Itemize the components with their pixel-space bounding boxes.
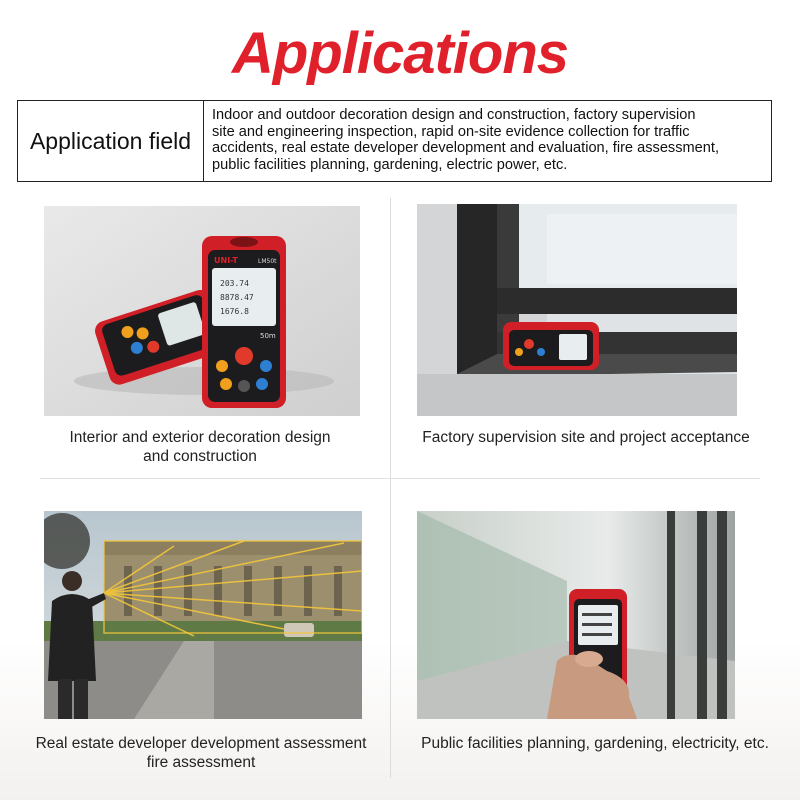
screen-reading-1: 203.74	[220, 279, 249, 288]
description-line: accidents, real estate developer development and evaluation, fire assessment,	[212, 140, 720, 156]
horizontal-divider	[40, 478, 760, 479]
photo-building-laser-measurement	[44, 511, 362, 719]
range-label: 50m	[260, 332, 276, 340]
description-line: Indoor and outdoor decoration design and construction, factory supervision	[212, 107, 696, 123]
caption-line: Real estate developer development assessment	[35, 735, 367, 752]
application-field-label: Application field	[18, 101, 204, 181]
caption-interior-exterior	[40, 428, 360, 466]
brand-label: UNI-T	[214, 256, 238, 265]
caption-factory-supervision	[400, 428, 772, 447]
description-line: site and engineering inspection, rapid on-site evidence collection for traffic	[212, 123, 690, 140]
screen-reading-2: 8878.47	[220, 293, 254, 302]
screen-reading-3: 1676.8	[220, 307, 249, 316]
caption-line: and construction	[143, 448, 257, 465]
caption-real-estate	[12, 734, 390, 772]
photo-rangefinders-on-table	[44, 206, 360, 416]
vertical-divider	[390, 198, 391, 778]
application-field-description	[204, 101, 771, 181]
caption-line: fire assessment	[146, 754, 256, 771]
caption-line: Interior and exterior decoration design	[69, 429, 331, 446]
photo-window-frame-measurement	[417, 204, 737, 416]
caption-line: Public facilities planning, gardening, electricity, etc.	[421, 735, 769, 752]
model-label: LM50t	[258, 258, 277, 265]
page-title: Applications	[231, 21, 569, 86]
caption-public-facilities	[398, 734, 792, 753]
application-field-table	[17, 100, 772, 182]
caption-line: Factory supervision site and project acceptance	[422, 429, 750, 446]
description-line: public facilities planning, gardening, electric power, etc.	[212, 156, 568, 173]
photo-hand-held-corridor	[417, 511, 735, 719]
